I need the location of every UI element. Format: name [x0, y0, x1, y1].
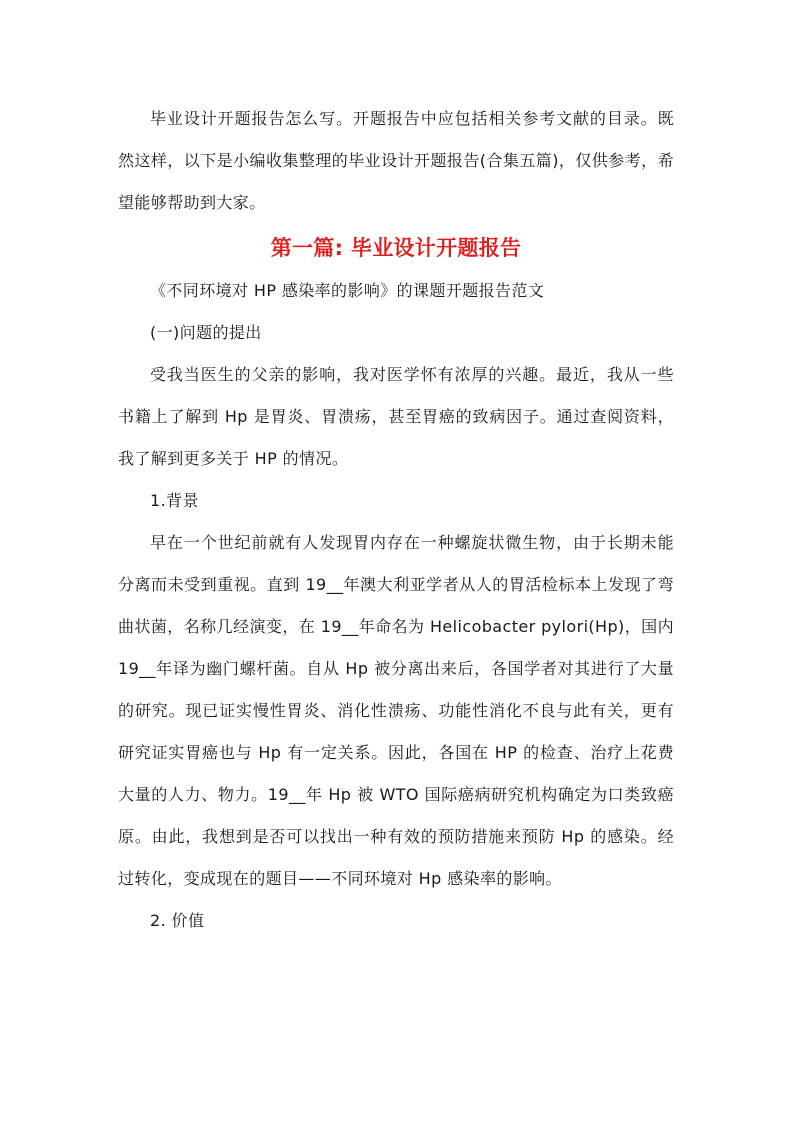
- report-subtitle: 《不同环境对 HP 感染率的影响》的课题开题报告范文: [150, 281, 545, 300]
- document-body: [118, 98, 674, 942]
- item-value: 2. 价值: [150, 911, 205, 930]
- motivation-paragraph: 受我当医生的父亲的影响，我对医学怀有浓厚的兴趣。最近，我从一些书籍上了解到 Hp 是胃炎、胃溃疡，甚至胃癌的致病因子。通过查阅资料，我了解到更多关于 HP 的情况。: [118, 365, 674, 468]
- intro-paragraph: 毕业设计开题报告怎么写。开题报告中应包括相关参考文献的目录。既然这样，以下是小编收集整理的毕业设计开题报告(合集五篇)，仅供参考，希望能够帮助到大家。: [118, 109, 674, 212]
- section-title-problem: (一)问题的提出: [150, 323, 262, 342]
- background-paragraph: 早在一个世纪前就有人发现胃内存在一种螺旋状微生物，由于长期未能分离而未受到重视。直到 19__年澳大利亚学者从人的胃活检标本上发现了弯曲状菌，名称几经演变，在 19__年命名为 Helicobacter pylori(Hp)，国内 19__年译为幽门螺杆菌。自从 Hp 被分离出来后，各国学者对其进行了大量的研究。现已证实慢性胃炎、消化性溃疡、功能性消化不良与此有关，更有研究证实胃癌也与 Hp 有一定关系。因此，各国在 HP 的检查、治疗上花费大量的人力、物力。19__年 Hp 被 WTO 国际癌病研究机构确定为口类致癌原。由此，我想到是否可以找出一种有效的预防措施来预防 Hp 的感染。经过转化，变成现在的题目——不同环境对 Hp 感染率的影响。: [118, 533, 674, 888]
- section-heading: 第一篇: 毕业设计开题报告: [270, 236, 522, 260]
- item-background: 1.背景: [150, 491, 199, 510]
